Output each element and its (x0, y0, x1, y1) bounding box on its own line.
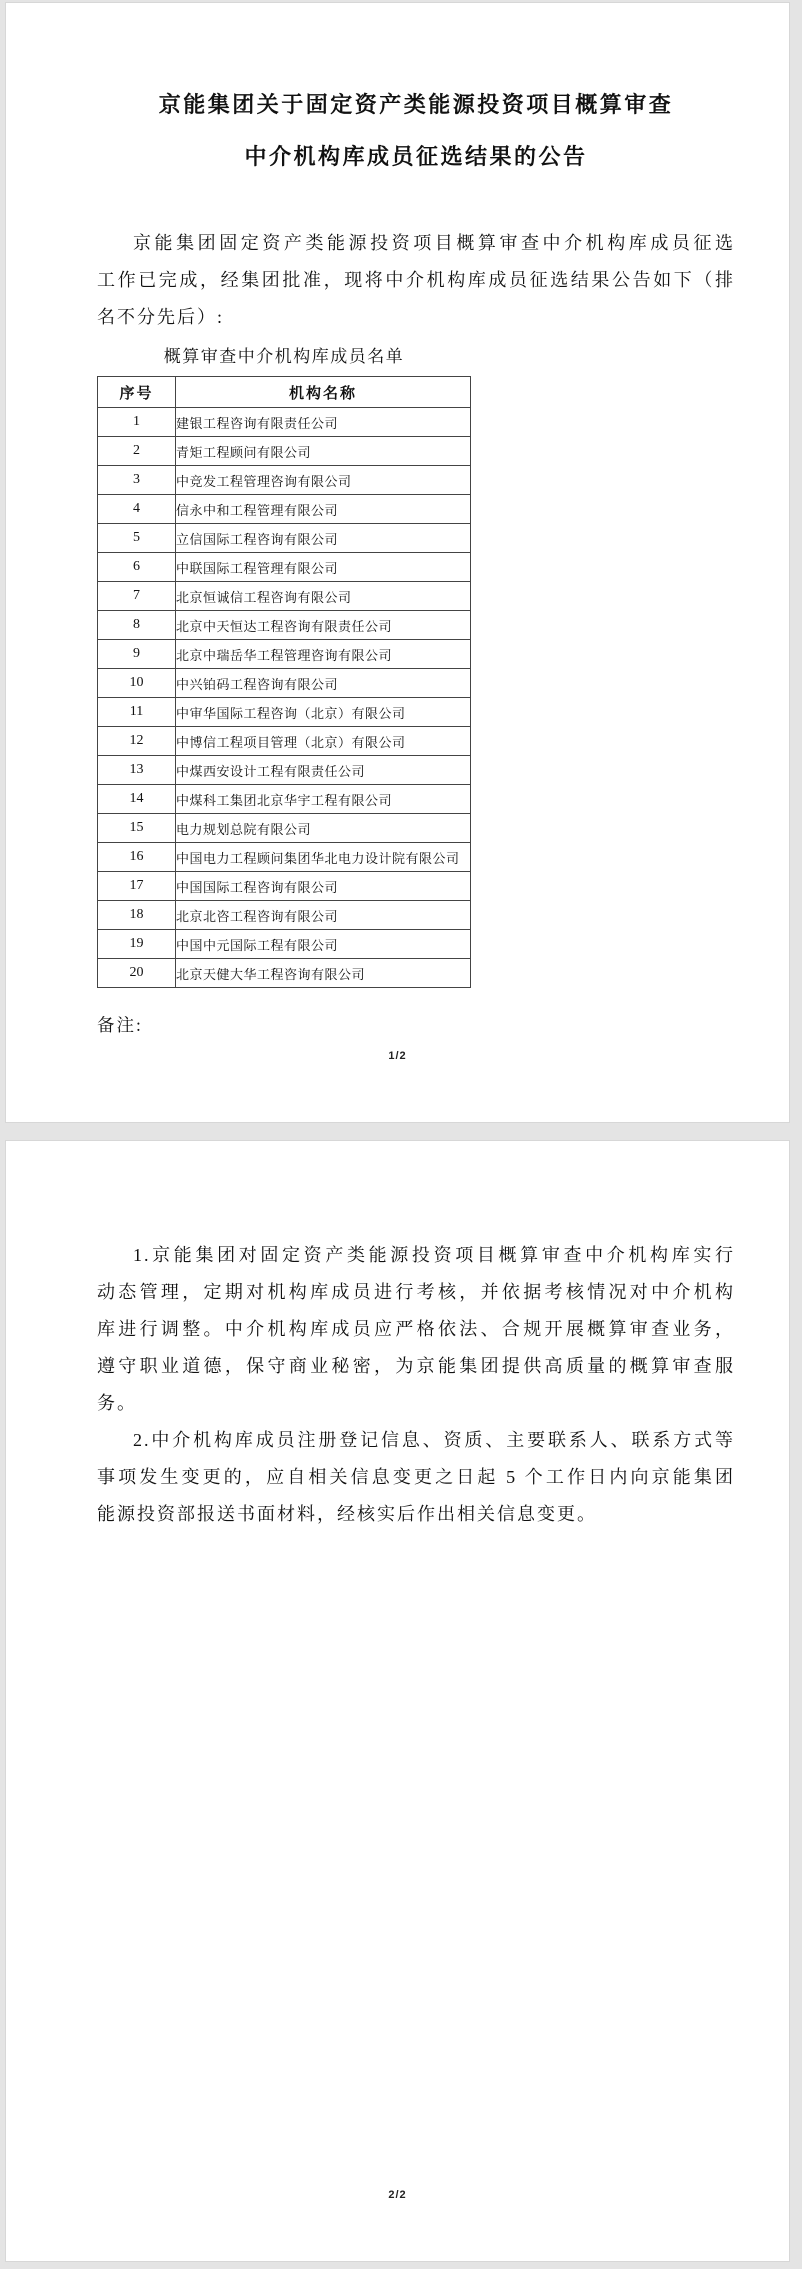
row-index-cell: 12 (98, 727, 176, 756)
row-index-cell: 14 (98, 785, 176, 814)
row-index-cell: 10 (98, 669, 176, 698)
page-number-1: 1/2 (388, 1050, 407, 1062)
table-row (98, 930, 471, 959)
remark-label: 备注: (97, 1015, 143, 1035)
row-index-cell: 16 (98, 843, 176, 872)
document-title (97, 79, 735, 183)
org-name-cell: 北京天健大华工程咨询有限公司 (176, 959, 471, 988)
table-row (98, 611, 471, 640)
document-title-line-1: 京能集团关于固定资产类能源投资项目概算审查 (158, 92, 674, 117)
org-name-cell: 中煤科工集团北京华宇工程有限公司 (176, 785, 471, 814)
row-index-cell: 8 (98, 611, 176, 640)
page-2 (5, 1140, 790, 2262)
terms-paragraph-2 (97, 1422, 735, 1533)
text-line: 动态管理，定期对机构库成员进行考核，并依据考核情况对中介机构 (97, 1282, 735, 1302)
row-index-cell: 9 (98, 640, 176, 669)
table-row (98, 756, 471, 785)
org-name-cell: 北京中天恒达工程咨询有限责任公司 (176, 611, 471, 640)
table-row (98, 553, 471, 582)
page-number-2: 2/2 (388, 2189, 407, 2201)
org-name-cell: 中兴铂码工程咨询有限公司 (176, 669, 471, 698)
text-line: 库进行调整。中介机构库成员应严格依法、合规开展概算审查业务， (97, 1319, 735, 1339)
org-name-cell: 青矩工程顾问有限公司 (176, 437, 471, 466)
org-name-cell: 中国中元国际工程有限公司 (176, 930, 471, 959)
org-name-cell: 中煤西安设计工程有限责任公司 (176, 756, 471, 785)
row-index-cell: 19 (98, 930, 176, 959)
text-line: 1.京能集团对固定资产类能源投资项目概算审查中介机构库实行 (133, 1245, 735, 1265)
table-row (98, 785, 471, 814)
text-line: 务。 (97, 1393, 137, 1413)
row-index-cell: 6 (98, 553, 176, 582)
page-1 (5, 2, 790, 1123)
org-name-cell: 中博信工程项目管理（北京）有限公司 (176, 727, 471, 756)
text-line: 事项发生变更的，应自相关信息变更之日起 5 个工作日内向京能集团 (97, 1467, 735, 1487)
column-header-org-name: 机构名称 (176, 377, 471, 408)
document-viewer-background (0, 2, 802, 2269)
text-line: 遵守职业道德，保守商业秘密，为京能集团提供高质量的概算审查服 (97, 1356, 735, 1376)
table-row (98, 901, 471, 930)
row-index-cell: 20 (98, 959, 176, 988)
table-row (98, 872, 471, 901)
intro-paragraph (97, 225, 735, 336)
row-index-cell: 7 (98, 582, 176, 611)
text-line: 工作已完成，经集团批准，现将中介机构库成员征选结果公告如下（排 (97, 270, 735, 290)
text-line: 名不分先后）: (97, 307, 225, 327)
org-name-cell: 建银工程咨询有限责任公司 (176, 408, 471, 437)
text-line: 2.中介机构库成员注册登记信息、资质、主要联系人、联系方式等 (133, 1430, 735, 1450)
org-name-cell: 中审华国际工程咨询（北京）有限公司 (176, 698, 471, 727)
table-row (98, 727, 471, 756)
row-index-cell: 17 (98, 872, 176, 901)
table-row (98, 437, 471, 466)
column-header-index: 序号 (98, 377, 176, 408)
row-index-cell: 18 (98, 901, 176, 930)
table-row (98, 524, 471, 553)
text-line: 京能集团固定资产类能源投资项目概算审查中介机构库成员征选 (133, 233, 735, 253)
text-line: 能源投资部报送书面材料，经核实后作出相关信息变更。 (97, 1504, 597, 1524)
table-row (98, 640, 471, 669)
table-row (98, 959, 471, 988)
table-row (98, 698, 471, 727)
row-index-cell: 3 (98, 466, 176, 495)
org-name-cell: 电力规划总院有限公司 (176, 814, 471, 843)
table-row (98, 495, 471, 524)
row-index-cell: 15 (98, 814, 176, 843)
row-index-cell: 5 (98, 524, 176, 553)
member-table-body (98, 408, 471, 988)
org-name-cell: 北京北咨工程咨询有限公司 (176, 901, 471, 930)
org-name-cell: 北京恒诚信工程咨询有限公司 (176, 582, 471, 611)
org-name-cell: 中竞发工程管理咨询有限公司 (176, 466, 471, 495)
row-index-cell: 1 (98, 408, 176, 437)
row-index-cell: 2 (98, 437, 176, 466)
org-name-cell: 信永中和工程管理有限公司 (176, 495, 471, 524)
row-index-cell: 4 (98, 495, 176, 524)
org-name-cell: 中联国际工程管理有限公司 (176, 553, 471, 582)
org-name-cell: 中国电力工程顾问集团华北电力设计院有限公司 (176, 843, 471, 872)
table-row (98, 582, 471, 611)
member-table (97, 376, 471, 988)
row-index-cell: 13 (98, 756, 176, 785)
table-header-row (98, 377, 471, 408)
table-row (98, 814, 471, 843)
document-title-line-2: 中介机构库成员征选结果的公告 (244, 144, 588, 169)
table-row (98, 408, 471, 437)
org-name-cell: 中国国际工程咨询有限公司 (176, 872, 471, 901)
table-row (98, 466, 471, 495)
terms-paragraph-1 (97, 1237, 735, 1422)
table-row (98, 669, 471, 698)
row-index-cell: 11 (98, 698, 176, 727)
org-name-cell: 立信国际工程咨询有限公司 (176, 524, 471, 553)
table-row (98, 843, 471, 872)
table-caption: 概算审查中介机构库成员名单 (163, 347, 405, 366)
org-name-cell: 北京中瑞岳华工程管理咨询有限公司 (176, 640, 471, 669)
